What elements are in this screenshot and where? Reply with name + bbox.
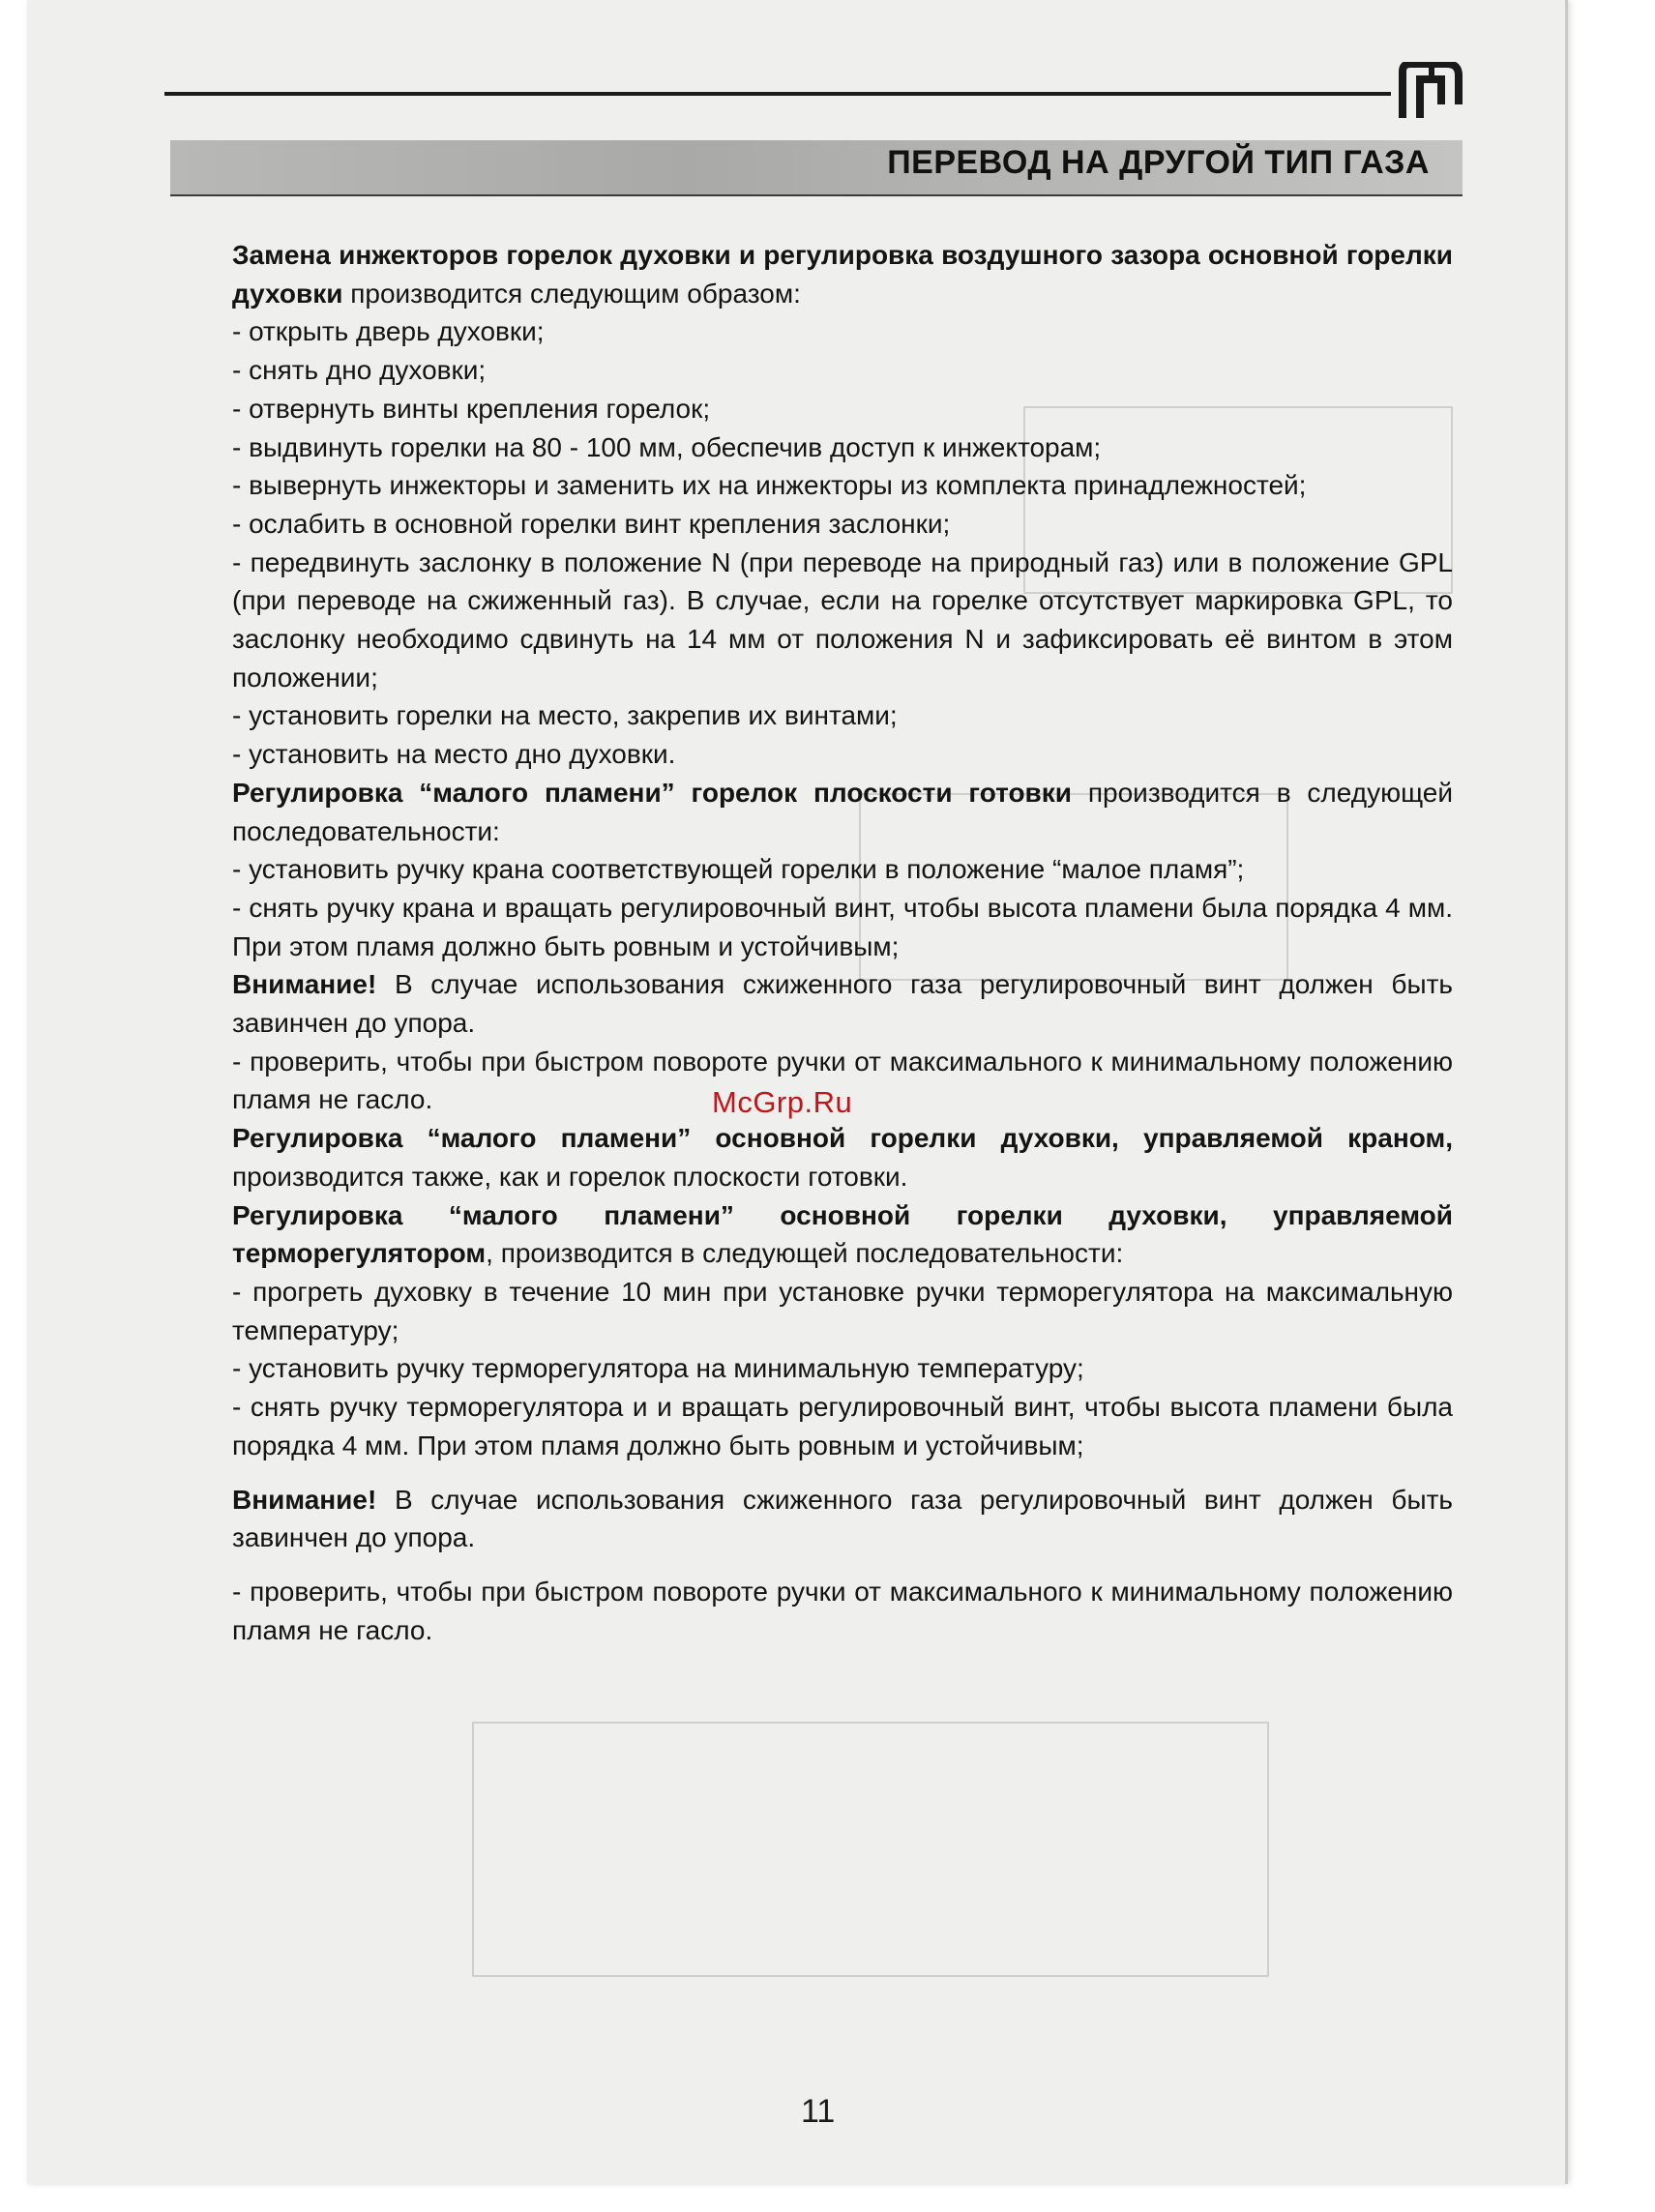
header-rule <box>164 92 1391 96</box>
step-item: - установить на место дно духовки. <box>232 739 676 770</box>
step-item: - вывернуть инжекторы и заменить их на инжекторы из комплекта принадлежностей; <box>232 470 1307 501</box>
paragraph-injector-intro: Замена инжекторов горелок духовки и регулировка воздушного зазора основной горелки духовки производится следующим образом: <box>232 240 1453 309</box>
step-item: - снять дно духовки; <box>232 355 487 386</box>
bold-lead: Регулировка “малого пламени” горелок плоскости готовки <box>232 777 1072 808</box>
warning-label: Внимание! <box>232 1484 377 1515</box>
step-item: - установить ручку терморегулятора на минимальную температуру; <box>232 1353 1084 1384</box>
section-header <box>170 140 1463 196</box>
step-item: - проверить, чтобы при быстром повороте ручки от максимального к минимальному положению пламя не гасло. <box>232 1046 1453 1115</box>
bold-lead: Регулировка “малого пламени” основной горелки духовки, управляемой терморегулятором <box>232 1199 1453 1269</box>
bold-lead: Регулировка “малого пламени” основной горелки духовки, управляемой краном, <box>232 1123 1453 1154</box>
step-item: - проверить, чтобы при быстром повороте ручки от максимального к минимальному положению пламя не гасло. <box>232 1576 1453 1645</box>
page-number: 11 <box>801 2093 836 2130</box>
step-item: - ослабить в основной горелки винт крепления заслонки; <box>232 508 951 539</box>
brand-logo-icon <box>1399 62 1463 118</box>
section-title: ПЕРЕВОД НА ДРУГОЙ ТИП ГАЗА <box>887 144 1430 181</box>
step-item: - выдвинуть горелки на 80 - 100 мм, обеспечив доступ к инжекторам; <box>232 431 1102 462</box>
warning-note: Внимание! В случае использования сжиженного газа регулировочный винт должен быть завинчен до упора. <box>232 1484 1453 1553</box>
step-item: - отвернуть винты крепления горелок; <box>232 393 711 424</box>
warning-label: Внимание! <box>232 969 377 1000</box>
paragraph-oven-thermostat-flame: Регулировка “малого пламени” основной горелки духовки, управляемой терморегулятором, производится в следующей последовательности: <box>232 1199 1453 1269</box>
paragraph-oven-valve-flame: Регулировка “малого пламени” основной горелки духовки, управляемой краном, производится также, как и горелок плоскости готовки. <box>232 1123 1453 1192</box>
step-item: - установить ручку крана соответствующей горелки в положение “малое пламя”; <box>232 854 1245 885</box>
step-item: - установить горелки на место, закрепив их винтами; <box>232 700 898 731</box>
step-item: - снять ручку крана и вращать регулировочный винт, чтобы высота пламени была порядка 4 мм. При этом пламя должно быть ровным и устойчивым; <box>232 892 1453 961</box>
step-item: - прогреть духовку в течение 10 мин при установке ручки терморегулятора на максимальную температуру; <box>232 1276 1453 1345</box>
step-item: - открыть дверь духовки; <box>232 316 545 347</box>
warning-note: Внимание! В случае использования сжиженного газа регулировочный винт должен быть завинчен до упора. <box>232 969 1453 1039</box>
paragraph-hob-flame: Регулировка “малого пламени” горелок плоскости готовки производится в следующей последовательности: <box>232 777 1454 846</box>
bleed-through-figure <box>472 1722 1269 1977</box>
watermark: McGrp.Ru <box>712 1085 853 1119</box>
body-text <box>164 236 1453 1649</box>
step-item: - передвинуть заслонку в положение N (при переводе на природный газ) или в положение GPL (при переводе на сжиженный газ). В случае, если на горелке отсутствует маркировка GPL, то заслонку необходимо сдвинуть на 14 мм от положения N и зафиксировать её винтом в этом положении; <box>232 546 1453 693</box>
step-item: - снять ручку терморегулятора и и вращать регулировочный винт, чтобы высота пламени была порядка 4 мм. При этом пламя должно быть ровным и устойчивым; <box>232 1392 1453 1460</box>
bold-lead: Замена инжекторов горелок духовки и регулировка воздушного зазора основной горелки духовки <box>232 240 1453 309</box>
